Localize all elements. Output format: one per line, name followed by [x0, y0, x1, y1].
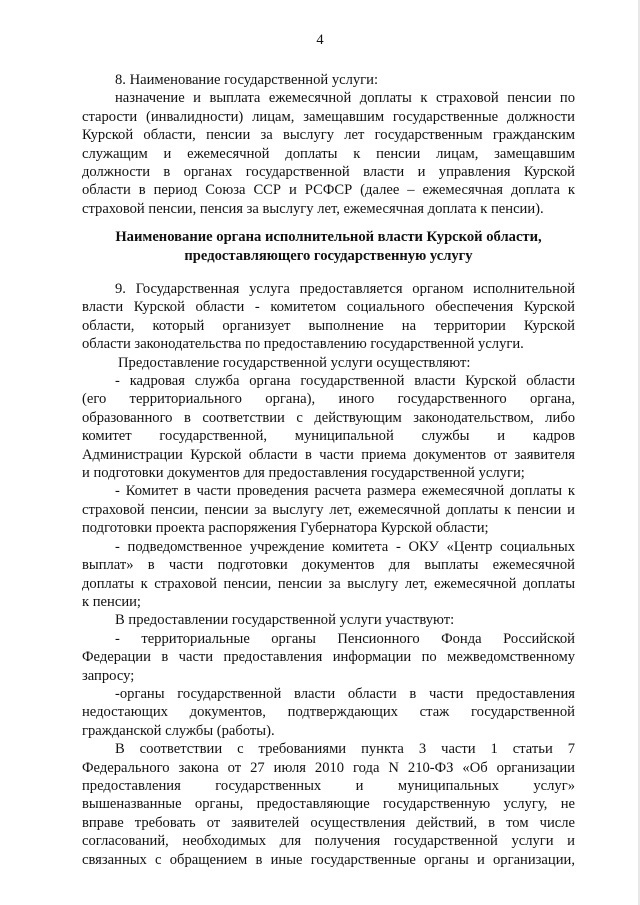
body-line: Администрации Курской области в части приема документов от заявителя — [82, 446, 575, 463]
body-line: согласований, необходимых для получения государственной услуги и — [82, 833, 575, 850]
body-line: 9. Государственная услуга предоставляется органом исполнительной — [115, 281, 575, 297]
body-line: Предоставление государственной услуги осуществляют: — [118, 354, 471, 371]
body-line: предоставления государственных и муниципальных услуг» — [82, 777, 575, 794]
body-line: вышеназванные органы, предоставляющие государственную услугу, не — [82, 796, 575, 813]
body-line: и подготовки документов для предоставления государственной услуги; — [82, 465, 525, 482]
body-line: образованного в соответствии с действующим законодательством, либо — [82, 409, 575, 426]
body-line: к пенсии; — [82, 593, 141, 610]
section-8-line: назначение и выплата ежемесячной доплаты к страховой пенсии по — [115, 90, 575, 107]
section-8-line: служащим и ежемесячной доплаты к пенсии лицам, замещавшим — [82, 145, 575, 162]
body-line: области, который организует выполнение на территории Курской — [82, 317, 575, 334]
section-8-line: старости (инвалидности) лицам, замещавшим государственные должности — [82, 108, 575, 125]
page-number: 4 — [316, 32, 324, 48]
body-line: (его территориального органа), иного государственного органа, — [82, 391, 575, 408]
section-8-line: Курской области, пенсии за выслугу лет государственным гражданским — [82, 127, 575, 144]
body-line: недостающих документов, подтверждающих стаж государственной — [82, 704, 575, 721]
body-line: В соответствии с требованиями пункта 3 части 1 статьи 7 — [115, 741, 575, 758]
body-line: - кадровая служба органа государственной власти Курской области — [115, 373, 575, 390]
body-line: гражданской службы (работы). — [82, 722, 275, 739]
body-line: подготовки проекта распоряжения Губернатора Курской области; — [82, 520, 489, 537]
section-8-line: области в период Союза ССР и РСФСР (далее – ежемесячная доплата к — [82, 182, 575, 199]
section-8-line: должности в органах государственной власти и управления Курской — [82, 164, 575, 181]
body-line: Федерального закона от 27 июля 2010 года N 210-ФЗ «Об организации — [82, 759, 575, 776]
body-line: доплаты к страховой пенсии, пенсии за выслугу лет, ежемесячной доплаты — [82, 575, 575, 592]
body-line: страховой пенсии, пенсии за выслугу лет, ежемесячной доплаты к пенсии и — [82, 501, 575, 518]
body-line: Федерации в части предоставления информации по межведомственному — [82, 649, 575, 666]
body-line: - территориальные органы Пенсионного Фонда Российской — [115, 630, 575, 647]
body-line: комитет государственной, муниципальной службы и кадров — [82, 428, 575, 445]
body-line: -органы государственной власти области в части предоставления — [115, 685, 575, 702]
body-line: вправе требовать от заявителей осуществления действий, в том числе — [82, 814, 575, 831]
section-title-line: Наименование органа исполнительной власти Курской области, — [115, 229, 542, 245]
section-title-line: предоставляющего государственную услугу — [184, 247, 473, 264]
body-line: выплат» в части подготовки документов для выплаты ежемесячной — [82, 557, 575, 574]
body-line: области законодательства по предоставлению государственной услуги. — [82, 336, 524, 353]
section-title — [82, 228, 575, 265]
body-block — [82, 280, 575, 869]
body-line: запросу; — [82, 667, 135, 684]
body-line: - подведомственное учреждение комитета - ОКУ «Центр социальных — [115, 538, 575, 555]
body-line: В предоставлении государственной услуги участвуют: — [115, 612, 455, 629]
section-8-line: страховой пенсии, пенсия за выслугу лет, ежемесячная доплата к пенсии). — [82, 200, 544, 217]
section-8-heading: 8. Наименование государственной услуги: — [115, 72, 379, 88]
body-line: - Комитет в части проведения расчета размера ежемесячной доплаты к — [115, 483, 575, 500]
section-8-block — [82, 71, 575, 218]
body-line: власти Курской области - комитетом социального обеспечения Курской — [82, 299, 575, 316]
body-line: связанных с обращением в иные государственные органы и организации, — [82, 851, 575, 868]
